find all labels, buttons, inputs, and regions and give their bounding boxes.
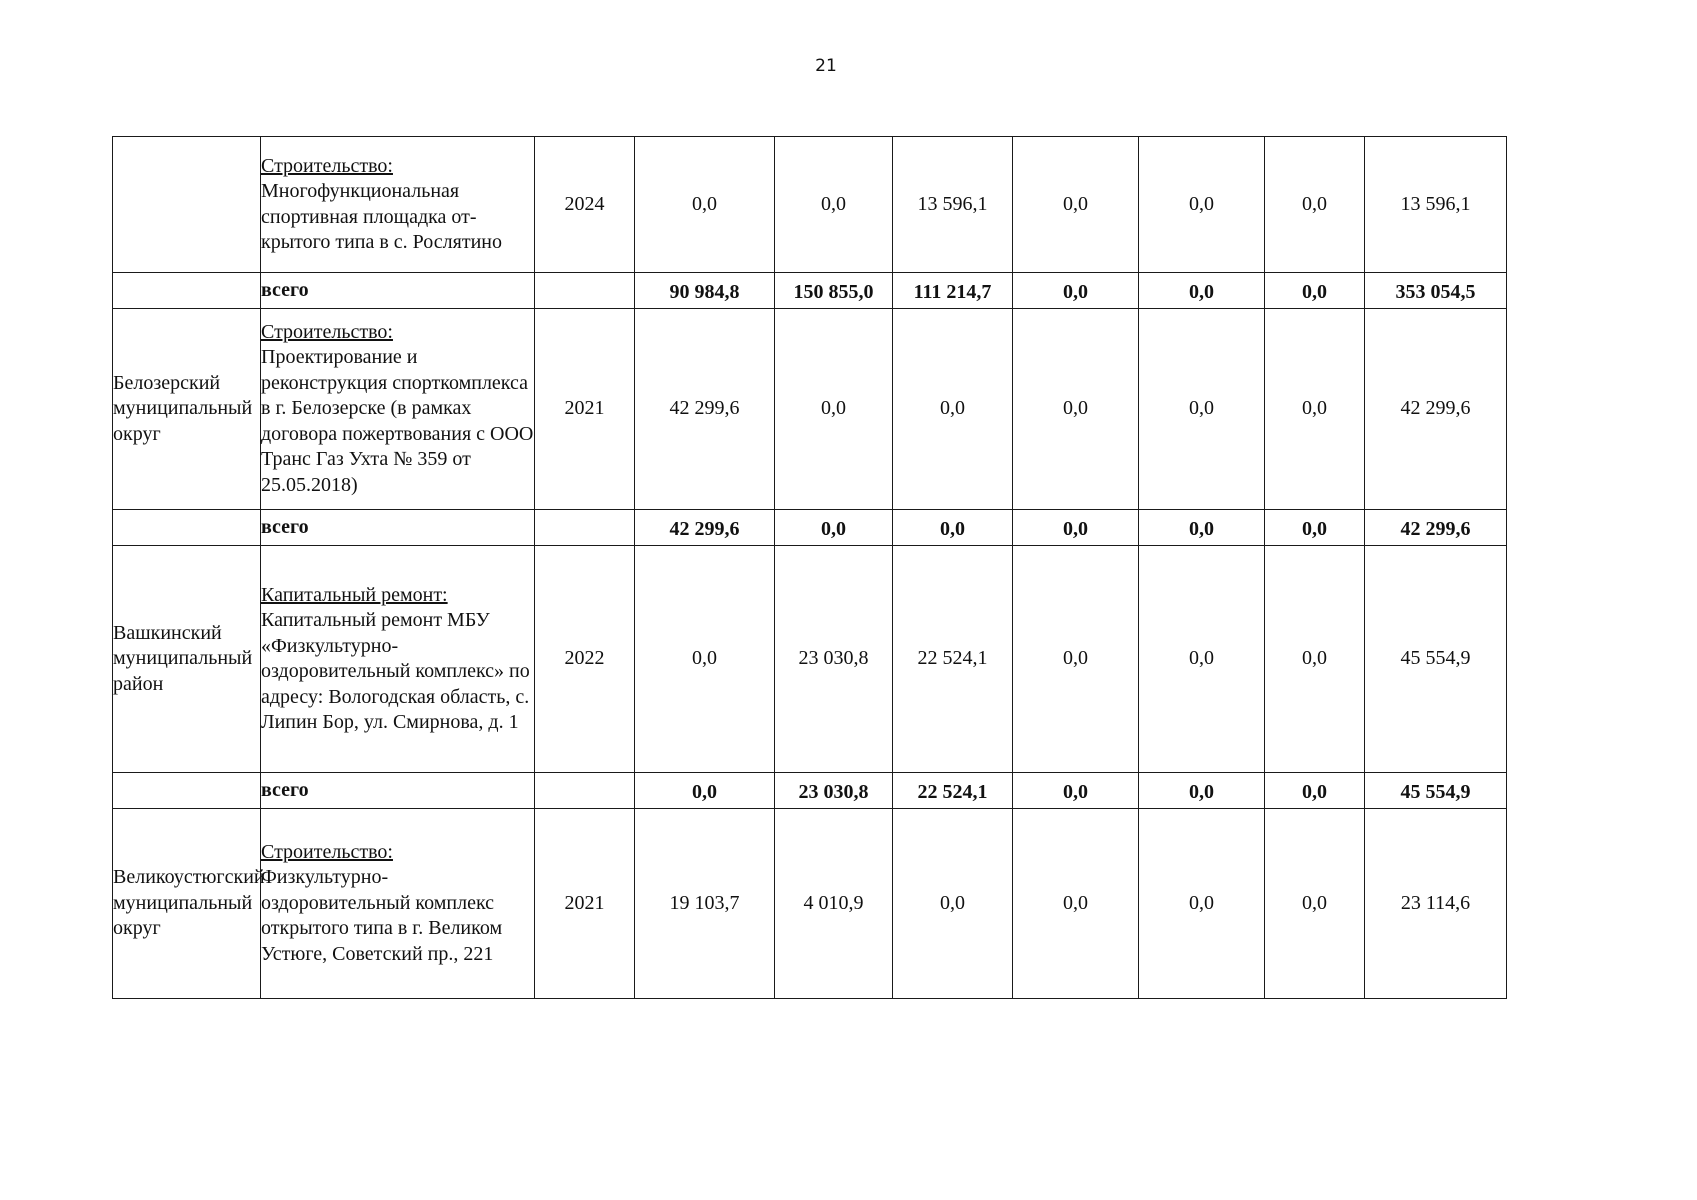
value-cell: 0,0 xyxy=(635,773,775,809)
table-row xyxy=(113,809,1507,999)
value-cell: 0,0 xyxy=(1265,137,1365,273)
value-cell: 0,0 xyxy=(635,137,775,273)
value-cell: 0,0 xyxy=(1139,273,1265,309)
value-cell: 23 030,8 xyxy=(775,773,893,809)
municipality-cell xyxy=(113,773,261,809)
value-cell: 0,0 xyxy=(1139,137,1265,273)
total-label: всего xyxy=(261,510,535,546)
value-cell: 0,0 xyxy=(1013,137,1139,273)
work-type-label: Строительство: xyxy=(261,154,393,177)
value-cell: 0,0 xyxy=(1013,809,1139,999)
value-cell: 0,0 xyxy=(1013,510,1139,546)
year-cell: 2022 xyxy=(535,546,635,773)
value-cell: 0,0 xyxy=(1013,273,1139,309)
value-cell: 90 984,8 xyxy=(635,273,775,309)
year-cell: 2021 xyxy=(535,809,635,999)
value-cell: 111 214,7 xyxy=(893,273,1013,309)
value-cell: 0,0 xyxy=(775,309,893,510)
value-cell: 0,0 xyxy=(893,510,1013,546)
value-cell: 0,0 xyxy=(1139,309,1265,510)
value-cell: 150 855,0 xyxy=(775,273,893,309)
value-cell: 0,0 xyxy=(775,137,893,273)
work-type-label: Капитальный ремонт: xyxy=(261,583,448,606)
municipality-cell xyxy=(113,273,261,309)
total-value-cell: 23 114,6 xyxy=(1365,809,1507,999)
municipality-cell: Вашкинский муниципальный район xyxy=(113,546,261,773)
object-cell xyxy=(261,546,535,773)
object-description: Капитальный ремонт МБУ «Физкультурно-оздоровительный комплекс» по адресу: Вологодская область, с. Липин Бор, ул. Смирнова, д. 1 xyxy=(261,609,530,733)
object-cell xyxy=(261,809,535,999)
year-cell xyxy=(535,273,635,309)
value-cell: 23 030,8 xyxy=(775,546,893,773)
value-cell: 0,0 xyxy=(1265,510,1365,546)
table-row xyxy=(113,137,1507,273)
total-value-cell: 45 554,9 xyxy=(1365,546,1507,773)
value-cell: 0,0 xyxy=(1265,309,1365,510)
value-cell: 0,0 xyxy=(1265,773,1365,809)
year-cell xyxy=(535,510,635,546)
year-cell xyxy=(535,773,635,809)
value-cell: 0,0 xyxy=(635,546,775,773)
total-row xyxy=(113,510,1507,546)
total-label: всего xyxy=(261,773,535,809)
object-description: Многофункциональная спортивная площадка открытого типа в с. Рослятино xyxy=(261,180,503,253)
value-cell: 0,0 xyxy=(1013,773,1139,809)
value-cell: 0,0 xyxy=(775,510,893,546)
value-cell: 4 010,9 xyxy=(775,809,893,999)
value-cell: 42 299,6 xyxy=(635,510,775,546)
total-value-cell: 13 596,1 xyxy=(1365,137,1507,273)
table-row xyxy=(113,309,1507,510)
value-cell: 19 103,7 xyxy=(635,809,775,999)
object-cell xyxy=(261,137,535,273)
work-type-label: Строительство: xyxy=(261,840,393,863)
value-cell: 0,0 xyxy=(1139,773,1265,809)
municipality-cell: Великоустюгский муниципальный округ xyxy=(113,809,261,999)
value-cell: 0,0 xyxy=(1139,809,1265,999)
value-cell: 22 524,1 xyxy=(893,773,1013,809)
municipality-cell xyxy=(113,510,261,546)
object-cell xyxy=(261,309,535,510)
total-value-cell: 353 054,5 xyxy=(1365,273,1507,309)
page-number: 21 xyxy=(815,56,837,76)
funding-table xyxy=(112,136,1507,999)
value-cell: 0,0 xyxy=(1013,309,1139,510)
value-cell: 0,0 xyxy=(1139,510,1265,546)
municipality-cell xyxy=(113,137,261,273)
value-cell: 0,0 xyxy=(1013,546,1139,773)
value-cell: 0,0 xyxy=(1265,809,1365,999)
year-cell: 2021 xyxy=(535,309,635,510)
total-value-cell: 42 299,6 xyxy=(1365,510,1507,546)
total-row xyxy=(113,773,1507,809)
value-cell: 22 524,1 xyxy=(893,546,1013,773)
total-value-cell: 45 554,9 xyxy=(1365,773,1507,809)
work-type-label: Строительство: xyxy=(261,320,393,343)
value-cell: 0,0 xyxy=(893,309,1013,510)
municipality-cell: Белозерский муниципальный округ xyxy=(113,309,261,510)
total-row xyxy=(113,273,1507,309)
value-cell: 13 596,1 xyxy=(893,137,1013,273)
value-cell: 0,0 xyxy=(1265,273,1365,309)
object-description: Проектирование и реконструкция спорткомплекса в г. Белозерске (в рамках договора пожертвования с ООО Транс Газ Ухта № 359 от 25.05.2018) xyxy=(261,346,534,496)
total-label: всего xyxy=(261,273,535,309)
value-cell: 0,0 xyxy=(893,809,1013,999)
table-row xyxy=(113,546,1507,773)
value-cell: 0,0 xyxy=(1139,546,1265,773)
value-cell: 0,0 xyxy=(1265,546,1365,773)
total-value-cell: 42 299,6 xyxy=(1365,309,1507,510)
year-cell: 2024 xyxy=(535,137,635,273)
value-cell: 42 299,6 xyxy=(635,309,775,510)
object-description: Физкультурно-оздоровительный комплекс открытого типа в г. Великом Устюге, Советский пр., 221 xyxy=(261,866,503,965)
